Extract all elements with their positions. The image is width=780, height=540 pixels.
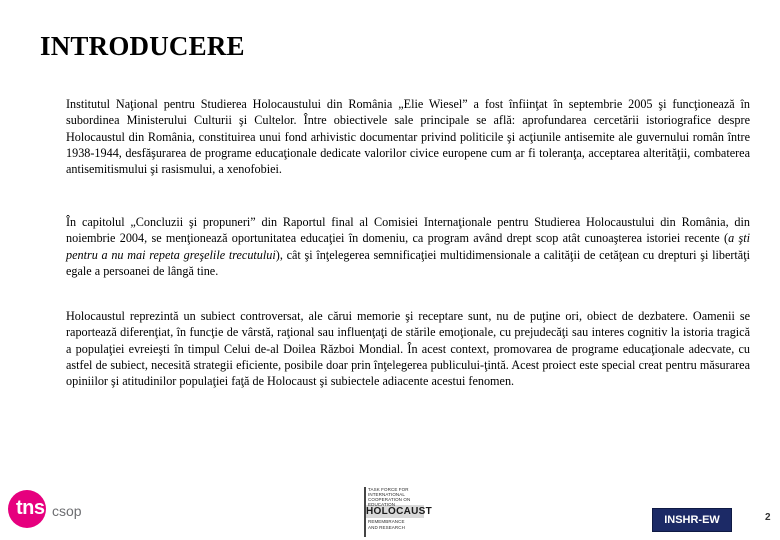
tns-csop-logo <box>8 490 98 530</box>
task-force-line-4: EDUCATION <box>368 502 396 507</box>
paragraph-report-text: În capitolul „Concluzii şi propuneri” din Raportul final al Comisiei Internaţionale pentru Studierea Holocaustului din România, din noiembrie 2004, se menţionează oportunitatea educaţiei în domeniu, ca program având drept scop atât cunoaşterea istoriei recente ( <box>66 215 750 246</box>
task-force-line-1: TASK FORCE FOR <box>368 487 409 492</box>
paragraph-report-italic: a şti pentru a nu mai repeta greşelile trecutului <box>66 231 750 262</box>
task-force-line-2: INTERNATIONAL <box>368 492 405 497</box>
page-number: 2 <box>765 512 771 523</box>
task-force-logo <box>364 487 433 537</box>
tns-logo-text: tns <box>16 497 45 519</box>
task-force-line-3: COOPERATION ON <box>368 497 411 502</box>
csop-logo-text: csop <box>52 503 82 519</box>
paragraph-intro: Institutul Naţional pentru Studierea Holocaustului din România „Elie Wiesel” a fost înfiinţat în septembrie 2005 şi funcţionează în subordinea Ministerului Culturii şi Cultelor. Între obiectivele sale principale se află: aprofundarea cercetării istoriografice despre Holocaustul din România, constituirea unui fond arhivistic documentar privind politicile şi acţiunile antisemite ale guvernului român între 1938-1944, desfăşurarea de programe educaţionale dedicate valorilor civice europene cum ar fi toleranţa, acceptarea alterităţii, combaterea antisemitismului şi rasismului, a xenofobiei. <box>66 97 750 177</box>
page-title: INTRODUCERE <box>40 31 245 61</box>
inshr-ew-badge: INSHR-EW <box>652 508 732 532</box>
paragraph-holocaust: Holocaustul reprezintă un subiect controversat, ale cărui memorie şi receptare sunt, nu de puţine ori, obiect de dezbatere. Oamenii se raportează diferenţiat, în funcţie de vârstă, raţional sau influenţaţi de stările emoţionale, cu prejudecăţi sau interes cognitiv la istoria tragică a populaţiei evreieşti în timpul Celui de-al Doilea Război Mondial. În acest context, promovarea de programe educaţionale adecvate, cu astfel de subiect, necesită strategii eficiente, posibile doar prin înţelegerea publicului-ţintă. Acest proiect este special creat pentru măsurarea opiniilor şi atitudinilor populaţiei faţă de Holocaust şi subiectele adiacente acestui fenomen. <box>66 309 750 389</box>
task-force-holocaust: HOLOCAUST <box>366 506 433 517</box>
paragraph-report-text-end: ), cât şi înţelegerea semnificaţiei multidimensionale a calităţii de cetăţean cu drepturi şi libertăţi egale a persoanei de lângă tine. <box>66 247 750 278</box>
task-force-line-6: REMEMBRANCE <box>368 519 405 524</box>
paragraph-report <box>66 214 750 279</box>
task-force-line-7: AND RESEARCH <box>368 525 405 530</box>
